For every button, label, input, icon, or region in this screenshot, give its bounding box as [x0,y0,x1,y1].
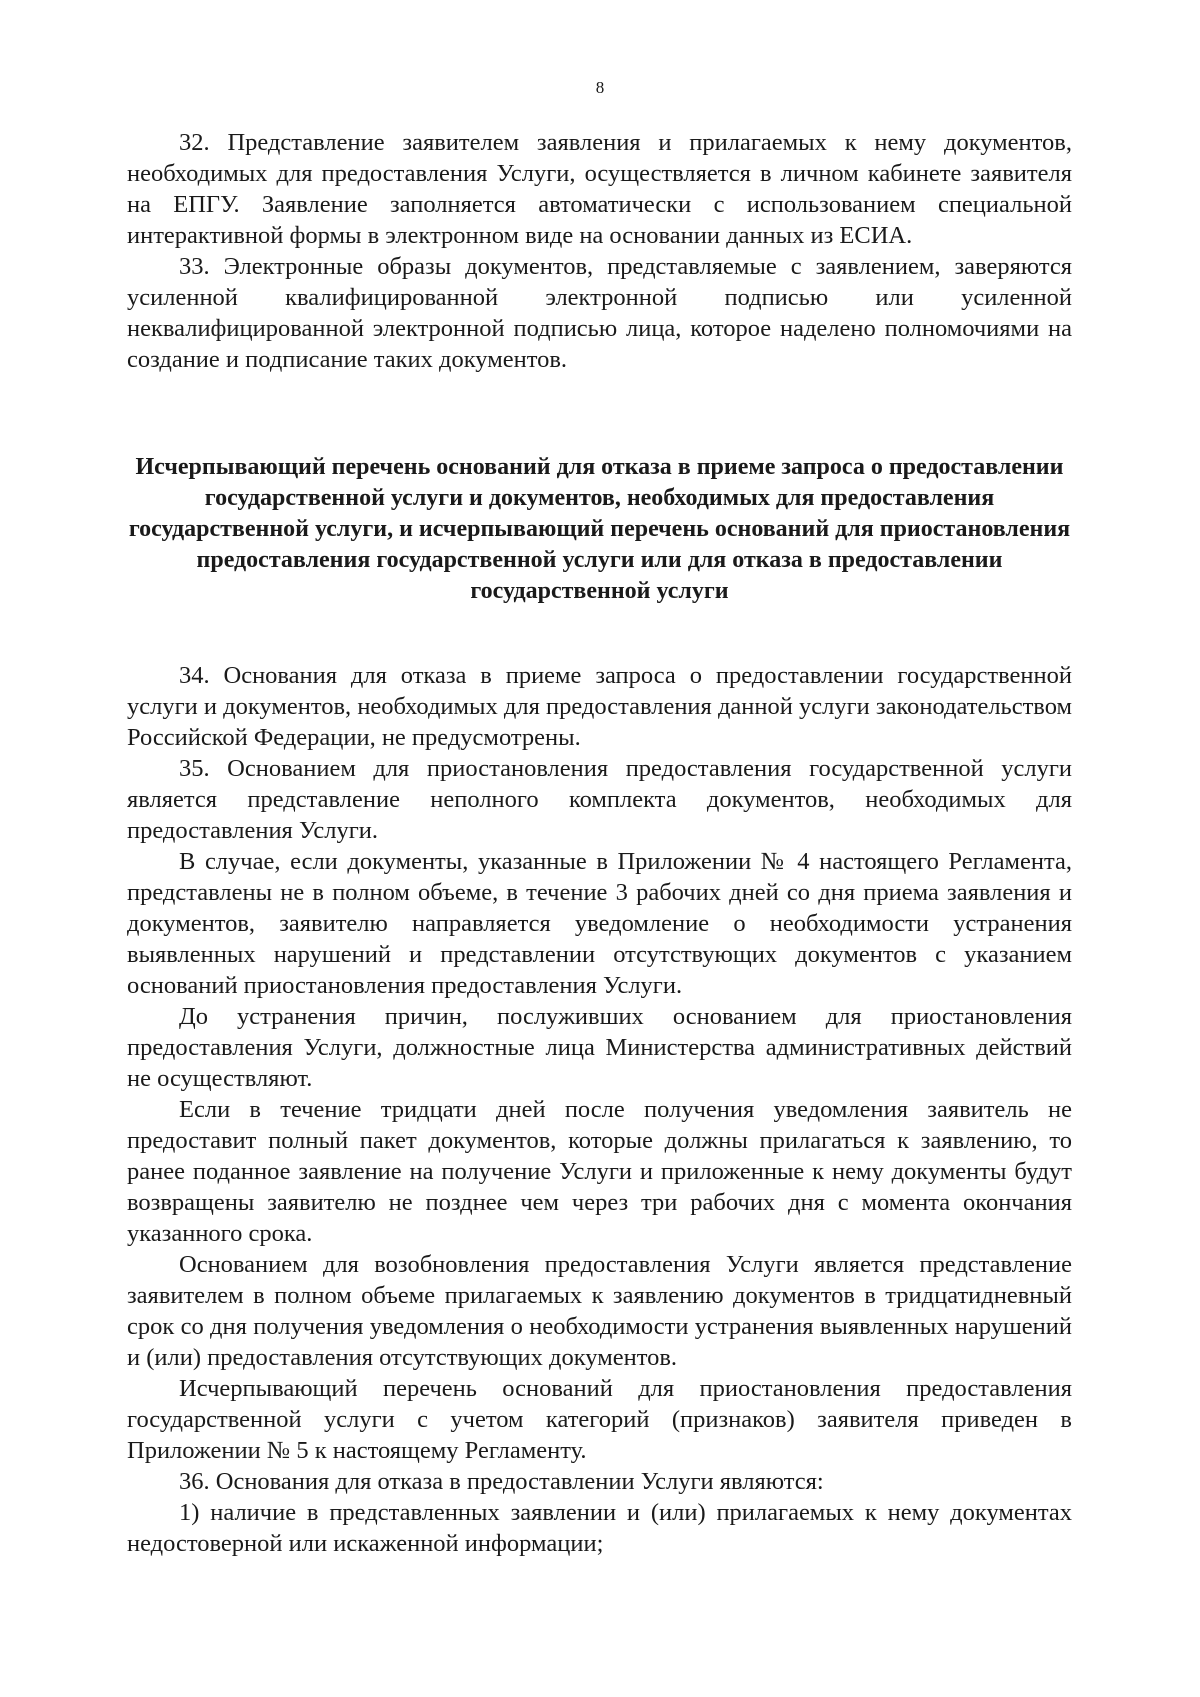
main-paragraphs [127,660,1072,1559]
paragraph-36: 36. Основания для отказа в предоставлении Услуги являются: [179,1468,824,1495]
paragraph-35-exhaustive-list: Исчерпывающий перечень оснований для приостановления предоставления государственной услуги с учетом категорий (признаков) заявителя приведен в Приложении № 5 к настоящему Регламенту. [127,1375,1072,1464]
paragraph-32: 32. Представление заявителем заявления и прилагаемых к нему документов, необходимых для предоставления Услуги, осуществляется в личном кабинете заявителя на ЕПГУ. Заявление заполняется автоматически с использованием специальной интерактивной формы в электронном виде на основании данных из ЕСИА. [127,129,1072,249]
paragraph-35-thirty-days: Если в течение тридцати дней после получения уведомления заявитель не предоставит полный пакет документов, которые должны прилагаться к заявлению, то ранее поданное заявление на получение Услуги и приложенные к нему документы будут возвращены заявителю не позднее чем через три рабочих дня с момента окончания указанного срока. [127,1096,1072,1247]
paragraph-35-incomplete-documents: В случае, если документы, указанные в Приложении № 4 настоящего Регламента, представлены не в полном объеме, в течение 3 рабочих дней со дня приема заявления и документов, заявителю направляется уведомление о необходимости устранения выявленных нарушений и представлении отсутствующих документов с указанием оснований приостановления предоставления Услуги. [127,848,1072,999]
section-heading: Исчерпывающий перечень оснований для отказа в приеме запроса о предоставлении государственной услуги и документов, необходимых для предоставления государственной услуги, и исчерпывающий перечень оснований для приостановления предоставления государственной услуги или для отказа в предоставлении государственной услуги [128,454,1071,604]
page-number: 8 [595,78,605,97]
paragraph-35-until-elimination: До устранения причин, послуживших основанием для приостановления предоставления Услуги, должностные лица Министерства административных действий не осуществляют. [127,1003,1072,1092]
paragraph-36-item-1: 1) наличие в представленных заявлении и (или) прилагаемых к нему документах недостоверной или искаженной информации; [127,1499,1072,1557]
paragraph-35-resumption: Основанием для возобновления предоставления Услуги является представление заявителем в полном объеме прилагаемых к заявлению документов в тридцатидневный срок со дня получения уведомления о необходимости устранения выявленных нарушений и (или) предоставления отсутствующих документов. [127,1251,1072,1371]
paragraph-33: 33. Электронные образы документов, представляемые с заявлением, заверяются усиленной квалифицированной электронной подписью или усиленной неквалифицированной электронной подписью лица, которое наделено полномочиями на создание и подписание таких документов. [127,253,1072,373]
paragraph-35: 35. Основанием для приостановления предоставления государственной услуги является представление неполного комплекта документов, необходимых для предоставления Услуги. [127,755,1072,844]
paragraph-34: 34. Основания для отказа в приеме запроса о предоставлении государственной услуги и документов, необходимых для предоставления данной услуги законодательством Российской Федерации, не предусмотрены. [127,662,1072,751]
top-paragraphs [127,127,1072,375]
